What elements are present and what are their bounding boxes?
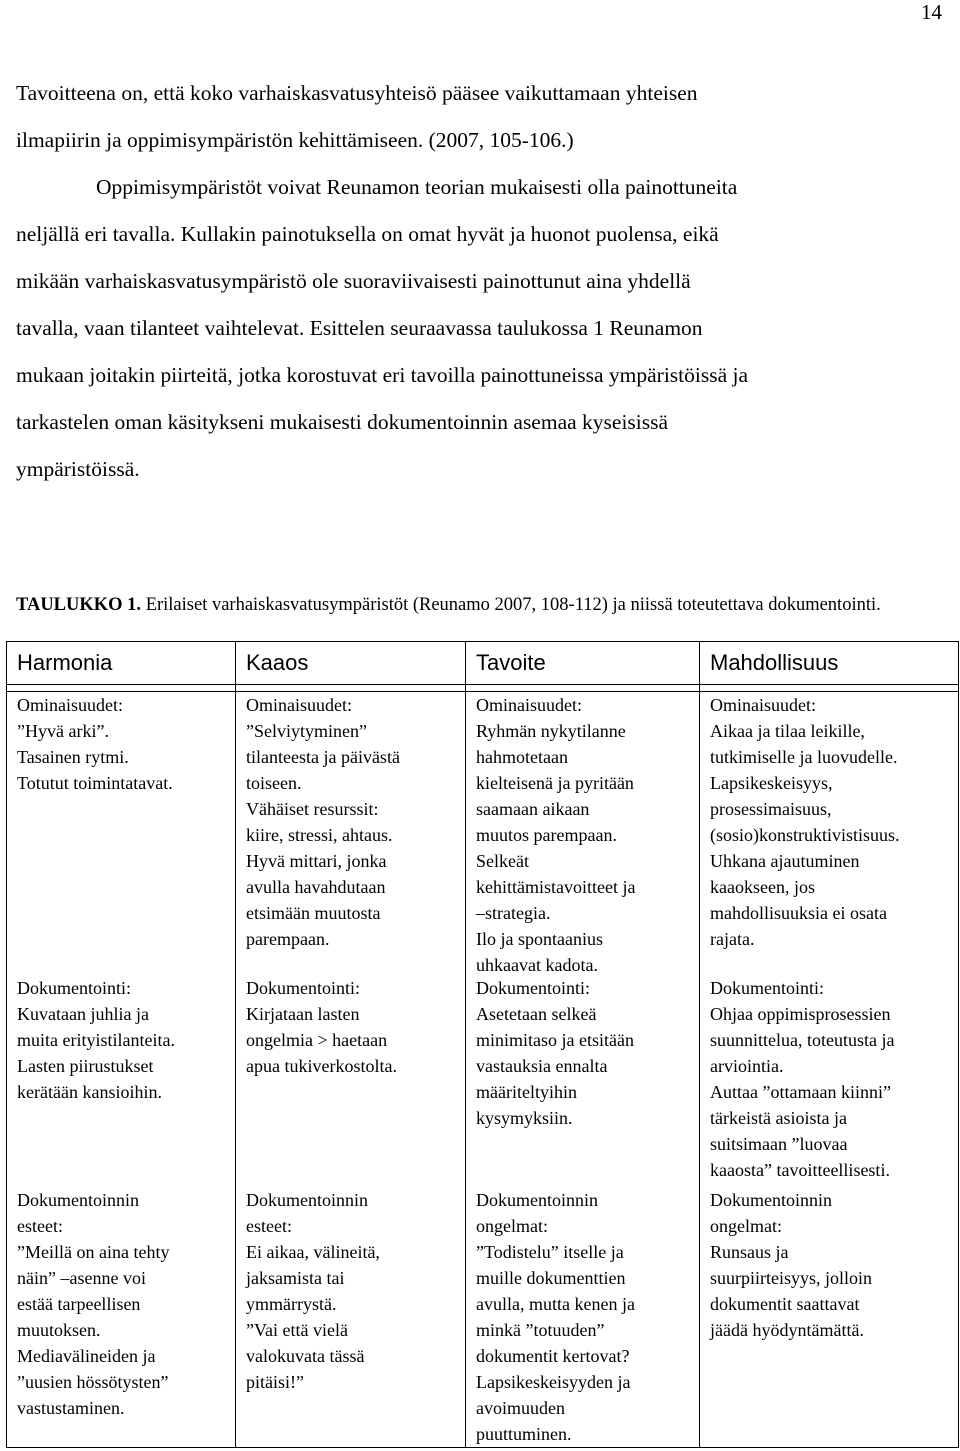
cell-line: kaaokseen, jos [710,877,815,897]
cell-line: avulla, mutta kenen ja [476,1294,635,1314]
cell-line: suunnittelua, toteutusta ja [710,1030,895,1050]
cell-line: Kuvataan juhlia ja [17,1004,149,1024]
cell-line: valokuvata tässä [246,1346,365,1366]
cell-line: Ryhmän nykytilanne [476,721,626,741]
cell-line: ”Vai että vielä [246,1320,348,1340]
section-heading: Dokumentoinnin [476,1190,598,1210]
cell-line: avulla havahdutaan [246,877,386,897]
cell-line: uhkaavat kadota. [476,955,598,975]
section-heading: Dokumentoinnin [710,1190,832,1210]
cell-line: apua tukiverkostolta. [246,1056,397,1076]
documentation-section [246,975,457,1187]
properties-section [710,692,950,975]
section-heading: Dokumentointi: [17,978,131,998]
cell-line: Ei aikaa, välineitä, [246,1242,380,1262]
cell-line: jaksamista tai [246,1268,345,1288]
cell-line: tilanteesta ja päivästä [246,747,400,767]
environments-table [6,641,959,1448]
cell-line: kerätään kansioihin. [17,1082,162,1102]
cell-line: Ilo ja spontaanius [476,929,603,949]
cell-line: estää tarpeellisen [17,1294,141,1314]
header-kaaos: Kaaos [236,642,466,685]
cell-line: Hyvä mittari, jonka [246,851,387,871]
section-heading: esteet: [246,1216,292,1236]
section-heading: Dokumentoinnin [17,1190,139,1210]
cell-line: kielteisenä ja pyritään [476,773,634,793]
cell-line: muutoksen. [17,1320,101,1340]
table-caption-label: TAULUKKO 1. [16,595,142,615]
cell-line: saamaan aikaan [476,799,590,819]
section-heading: Dokumentointi: [476,978,590,998]
header-harmonia: Harmonia [7,642,236,685]
cell-line: dokumentit kertovat? [476,1346,630,1366]
column-cell [466,692,700,1448]
cell-line: näin” –asenne voi [17,1268,146,1288]
section-heading: Ominaisuudet: [246,695,352,715]
section-heading: Dokumentointi: [710,978,824,998]
documentation-section [17,975,227,1187]
paragraph-line: ilmapiirin ja oppimisympäristön kehittämiseen. (2007, 105-106.) [16,128,574,152]
cell-line: kaaosta” tavoitteellisesti. [710,1160,890,1180]
cell-line: hahmotetaan [476,747,568,767]
cell-line: minkä ”totuuden” [476,1320,605,1340]
cell-line: toiseen. [246,773,302,793]
cell-line: kiire, stressi, ahtaus. [246,825,393,845]
table-header-row [7,642,959,685]
section-heading: Dokumentoinnin [246,1190,368,1210]
section-heading: Ominaisuudet: [476,695,582,715]
cell-line: Totutut toimintatavat. [17,773,173,793]
cell-line: ymmärrystä. [246,1294,337,1314]
cell-line: kehittämistavoitteet ja [476,877,636,897]
properties-section [246,692,457,975]
cell-line: Selkeät [476,851,529,871]
column-cell [236,692,466,1448]
cell-line: muille dokumenttien [476,1268,626,1288]
cell-line: etsimään muutosta [246,903,381,923]
body-paragraph [16,70,944,493]
table-caption-text: Erilaiset varhaiskasvatusympäristöt (Reunamo 2007, 108-112) ja niissä toteutettava dokumentointi. [141,595,881,615]
cell-line: Vähäiset resurssit: [246,799,379,819]
page-number: 14 [921,0,942,24]
paragraph-line: mikään varhaiskasvatusympäristö ole suoraviivaisesti painottunut aina yhdellä [16,269,691,293]
cell-line: muita erityistilanteita. [17,1030,175,1050]
cell-line: suitsimaan ”luovaa [710,1134,848,1154]
documentation-issues-section [246,1187,457,1395]
documentation-issues-section [476,1187,691,1447]
header-tavoite: Tavoite [466,642,700,685]
cell-line: mahdollisuuksia ei osata [710,903,887,923]
cell-line: minimitaso ja etsitään [476,1030,634,1050]
cell-line: kysymyksiin. [476,1108,573,1128]
cell-line: (sosio)konstruktivistisuus. [710,825,900,845]
cell-line: vastustaminen. [17,1398,125,1418]
cell-line: Aikaa ja tilaa leikille, [710,721,865,741]
paragraph-line: Oppimisympäristöt voivat Reunamon teorian mukaisesti olla painottuneita [96,175,738,199]
documentation-issues-section [17,1187,227,1421]
section-heading: Ominaisuudet: [17,695,123,715]
table-gap-row [7,685,959,692]
cell-line: Asetetaan selkeä [476,1004,597,1024]
cell-line: vastauksia ennalta [476,1056,608,1076]
cell-line: rajata. [710,929,755,949]
section-heading: ongelmat: [476,1216,548,1236]
cell-line: avoimuuden [476,1398,565,1418]
cell-line: ”Selviytyminen” [246,721,367,741]
properties-section [476,692,691,975]
cell-line: jäädä hyödyntämättä. [710,1320,864,1340]
section-heading: Dokumentointi: [246,978,360,998]
cell-line: Kirjataan lasten [246,1004,360,1024]
paragraph-line: neljällä eri tavalla. Kullakin painotuksella on omat hyvät ja huonot puolensa, eikä [16,222,719,246]
cell-line: ”Hyvä arki”. [17,721,109,741]
paragraph-line: tavalla, vaan tilanteet vaihtelevat. Esittelen seuraavassa taulukossa 1 Reunamon [16,316,703,340]
cell-line: ”uusien hössötysten” [17,1372,169,1392]
paragraph-line: tarkastelen oman käsitykseni mukaisesti dokumentoinnin asemaa kyseisissä [16,410,669,434]
cell-line: arviointia. [710,1056,784,1076]
cell-line: parempaan. [246,929,330,949]
cell-line: ongelmia > haetaan [246,1030,388,1050]
cell-line: tärkeistä asioista ja [710,1108,847,1128]
cell-line: Ohjaa oppimisprosessien [710,1004,891,1024]
cell-line: Lapsikeskeisyyden ja [476,1372,631,1392]
cell-line: –strategia. [476,903,551,923]
cell-line: puuttuminen. [476,1424,572,1444]
cell-line: Uhkana ajautuminen [710,851,860,871]
paragraph-line: Tavoitteena on, että koko varhaiskasvatusyhteisö pääsee vaikuttamaan yhteisen [16,81,698,105]
cell-line: Lapsikeskeisyys, [710,773,833,793]
section-heading: esteet: [17,1216,63,1236]
cell-line: ”Meillä on aina tehty [17,1242,170,1262]
cell-line: Lasten piirustukset [17,1056,154,1076]
cell-line: määriteltyihin [476,1082,577,1102]
table-caption [16,593,951,617]
paragraph-line: mukaan joitakin piirteitä, jotka korostuvat eri tavoilla painottuneissa ympäristöissä ja [16,363,749,387]
cell-line: Mediavälineiden ja [17,1346,156,1366]
column-cell [7,692,236,1448]
paragraph-line: ympäristöissä. [16,457,140,481]
cell-line: Runsaus ja [710,1242,789,1262]
section-heading: ongelmat: [710,1216,782,1236]
column-cell [700,692,959,1448]
cell-line: Tasainen rytmi. [17,747,129,767]
documentation-section [710,975,950,1187]
table-row [7,692,959,1448]
cell-line: Auttaa ”ottamaan kiinni” [710,1082,891,1102]
section-heading: Ominaisuudet: [710,695,816,715]
cell-line: suurpiirteisyys, jolloin [710,1268,872,1288]
header-mahdollisuus: Mahdollisuus [700,642,959,685]
cell-line: muutos parempaan. [476,825,617,845]
cell-line: dokumentit saattavat [710,1294,860,1314]
cell-line: ”Todistelu” itselle ja [476,1242,624,1262]
documentation-issues-section [710,1187,950,1343]
documentation-section [476,975,691,1187]
cell-line: prosessimaisuus, [710,799,832,819]
cell-line: pitäisi!” [246,1372,304,1392]
cell-line: tutkimiselle ja luovudelle. [710,747,898,767]
properties-section [17,692,227,975]
